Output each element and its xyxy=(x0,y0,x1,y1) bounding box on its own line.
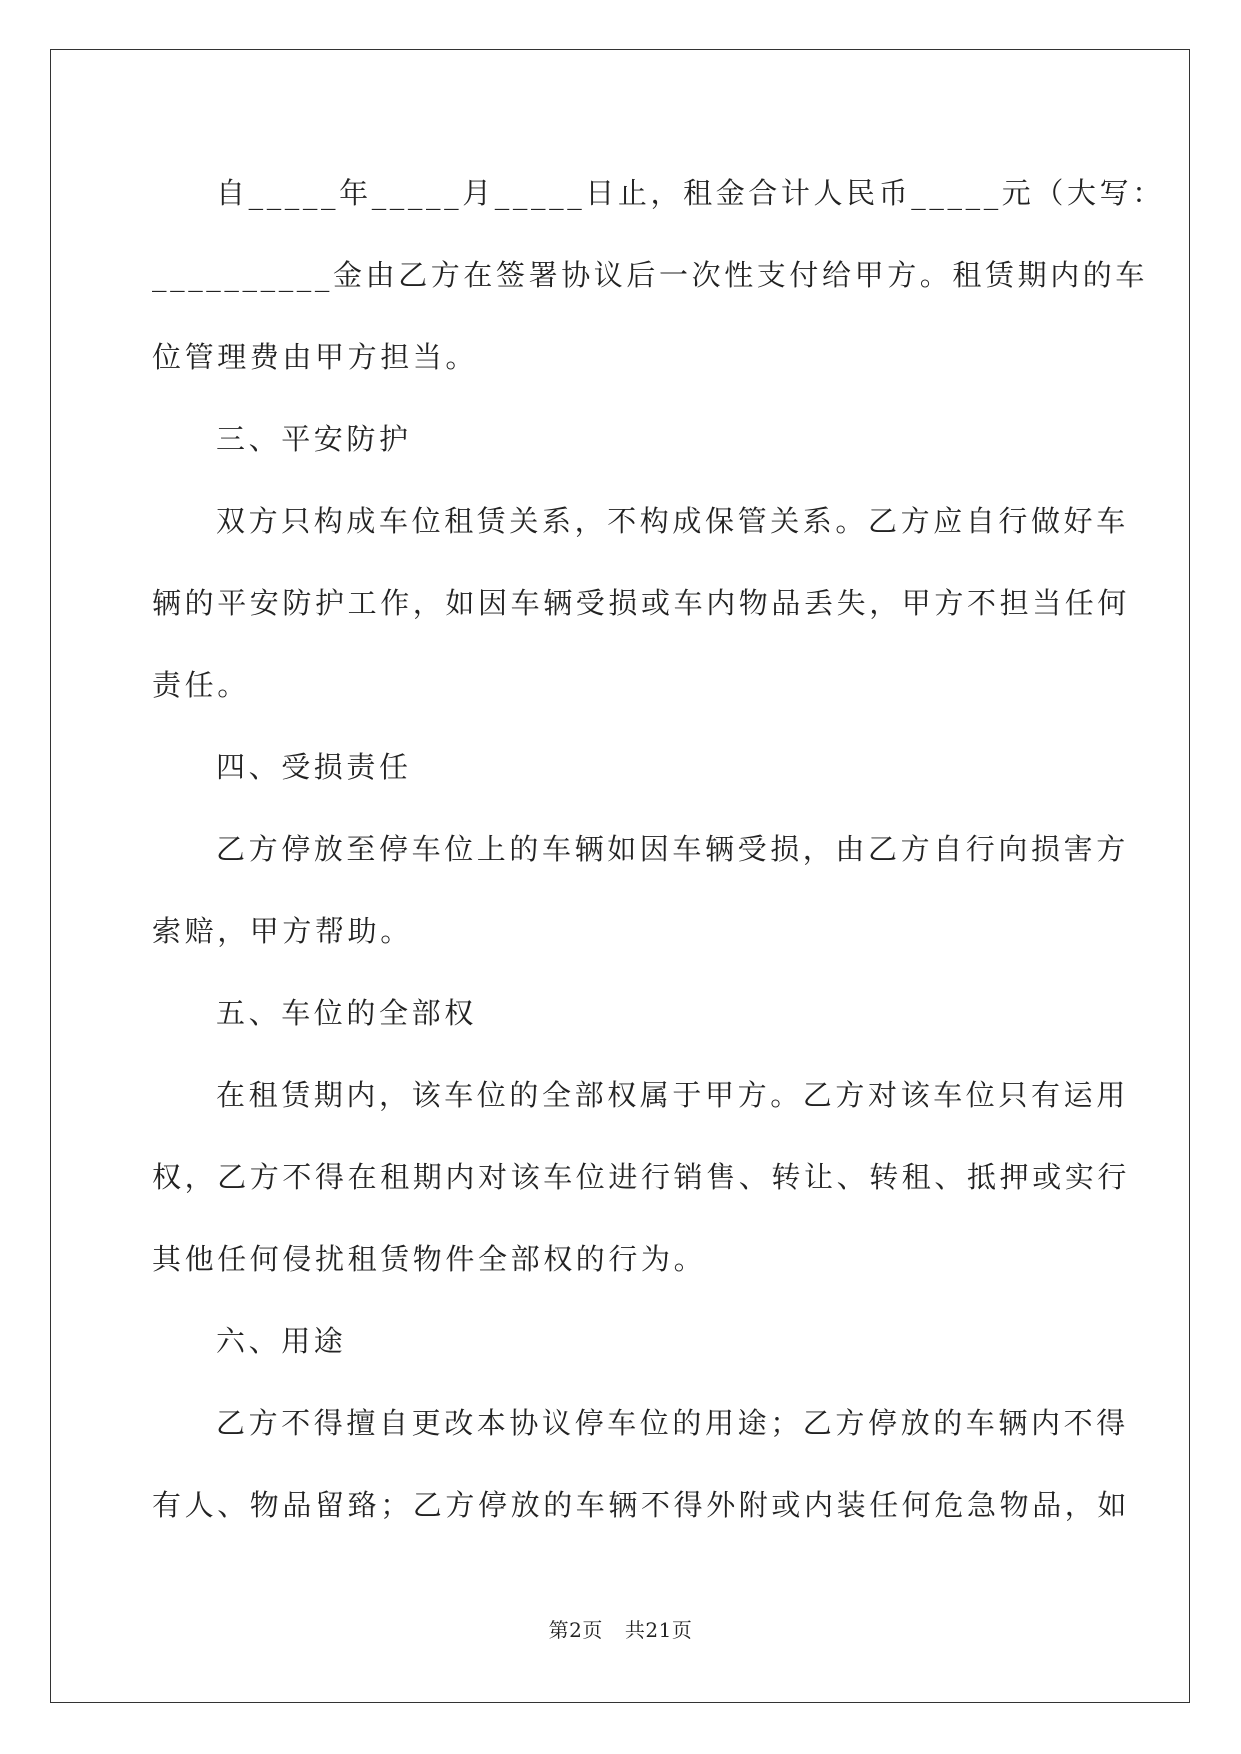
section-heading: 三、平安防护 xyxy=(216,422,412,456)
page-number: 第2页 xyxy=(548,1618,603,1642)
text-line: 权，乙方不得在租期内对该车位进行销售、转让、转租、抵押或实行 xyxy=(152,1160,1131,1194)
text-line: 辆的平安防护工作，如因车辆受损或车内物品丢失，甲方不担当任何 xyxy=(152,586,1131,620)
text-line: 自_____年_____月_____日止，租金合计人民币_____元（大写： xyxy=(216,176,1165,210)
document-body xyxy=(152,165,1165,1559)
page-total: 共21页 xyxy=(624,1618,693,1642)
text-line: 双方只构成车位租赁关系，不构成保管关系。乙方应自行做好车 xyxy=(216,504,1129,538)
text-line: 乙方停放至停车位上的车辆如因车辆受损，由乙方自行向损害方 xyxy=(216,832,1129,866)
section-heading: 五、车位的全部权 xyxy=(216,996,477,1030)
section-heading: 四、受损责任 xyxy=(216,750,412,784)
text-line: 责任。 xyxy=(152,668,250,702)
page-footer xyxy=(0,1614,1241,1643)
text-line: 在租赁期内，该车位的全部权属于甲方。乙方对该车位只有运用 xyxy=(216,1078,1129,1112)
text-line: 乙方不得擅自更改本协议停车位的用途；乙方停放的车辆内不得 xyxy=(216,1406,1129,1440)
text-line: 索赔，甲方帮助。 xyxy=(152,914,413,948)
section-heading: 六、用途 xyxy=(216,1324,347,1358)
text-line: 有人、物品留臵；乙方停放的车辆不得外附或内装任何危急物品，如 xyxy=(152,1488,1131,1522)
text-line: 其他任何侵扰租赁物件全部权的行为。 xyxy=(152,1242,707,1276)
text-line: __________金由乙方在签署协议后一次性支付给甲方。租赁期内的车 xyxy=(152,258,1149,292)
text-line: 位管理费由甲方担当。 xyxy=(152,340,479,374)
